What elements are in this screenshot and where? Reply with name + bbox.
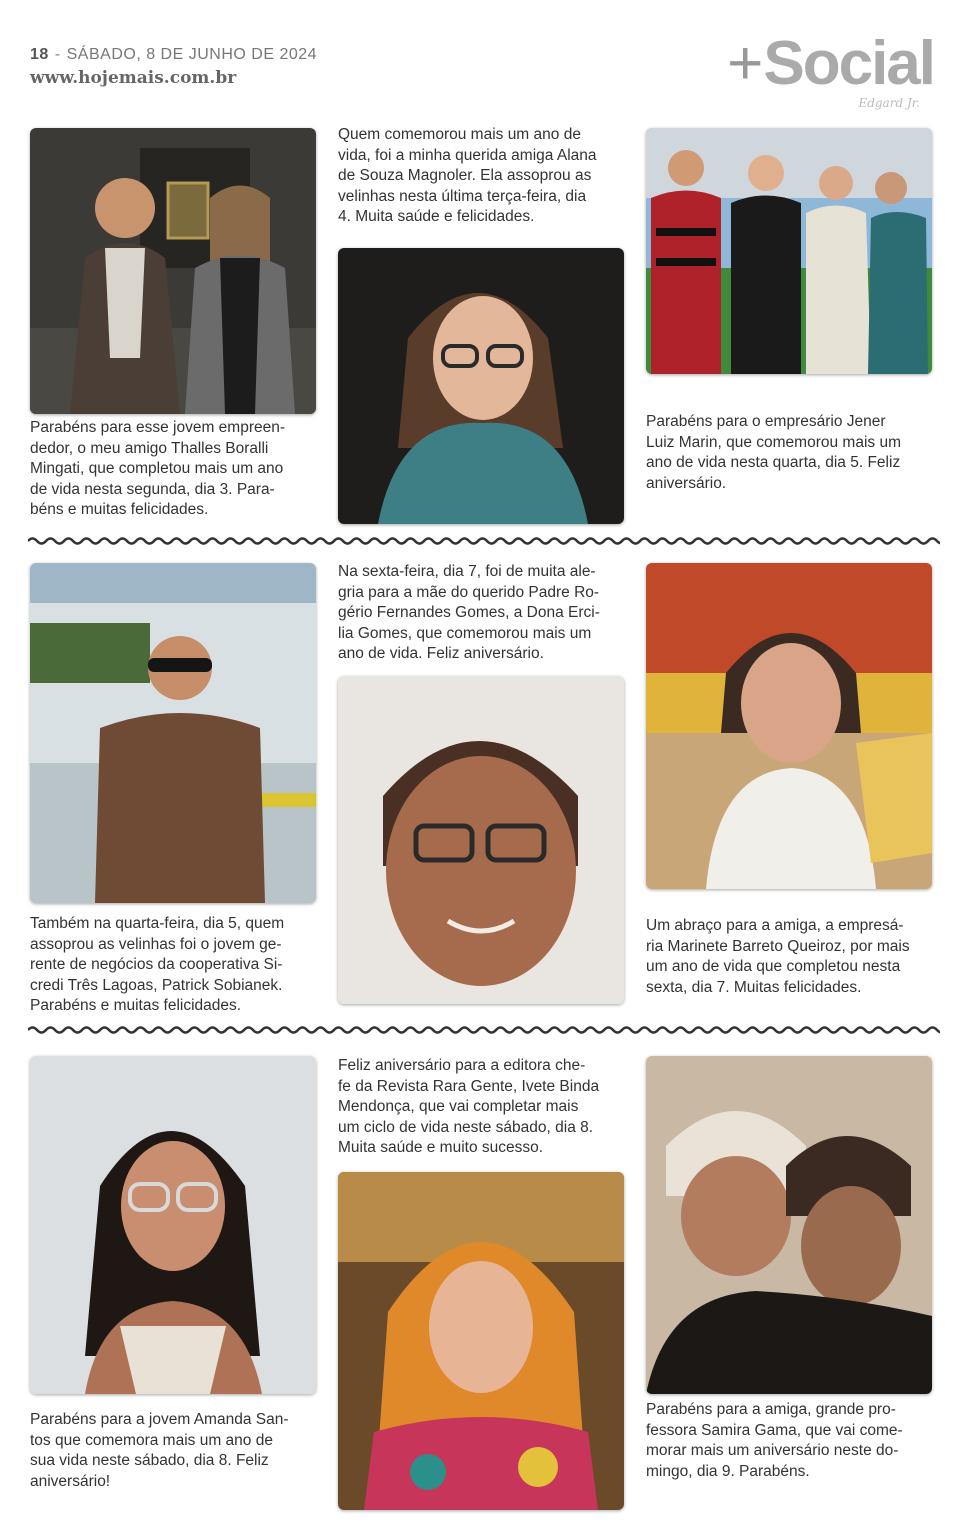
caption-samira-gama: Parabéns para a amiga, grande pro- fessora Samira Gama, que vai come- morar mais um aniversário neste do- mingo, dia 9. Parabéns. (646, 1401, 903, 1480)
elderly-woman-portrait-image (338, 676, 624, 1004)
caption-alana-magnoler: Quem comemorou mais um ano de vida, foi a minha querida amiga Alana de Souza Magnoler. Ela assoprou as velinhas nesta última terça-feira, dia 4. Muita saúde e felicidades. (338, 126, 597, 225)
caption-thalles-boralli: Parabéns para esse jovem empreen- dedor, o meu amigo Thalles Boralli Mingati, que completou mais um ano de vida nesta segunda, dia 3. Para- béns e muitas felicidades. (30, 419, 286, 518)
two-women-embrace-image (646, 1056, 932, 1394)
caption-ercilia-gomes: Na sexta-feira, dia 7, foi de muita ale- gria para a mãe do querido Padre Ro- gério Fernandes Gomes, a Dona Erci- lia Gomes, que comemorou mais um ano de vida. Feliz aniversário. (338, 563, 600, 662)
photo-samira-gama (646, 1056, 932, 1394)
section-title (727, 28, 934, 99)
photo-jener-marin (646, 128, 932, 374)
caption-marinete-queiroz: Um abraço para a amiga, a empresá- ria Marinete Barreto Queiroz, por mais um ano de vida que completou nesta sexta, dia 7. Muitas felicidades. (646, 917, 910, 996)
smiling-woman-image (646, 563, 932, 889)
section-plus: + (727, 29, 762, 98)
caption-patrick-sobianek: Também na quarta-feira, dia 5, quem assoprou as velinhas foi o jovem ge- rente de negócios da cooperativa Si- credi Três Lagoas, Patrick Sobianek. Parabéns e muitas felicidades. (30, 915, 285, 1014)
stadium-group-image (646, 128, 932, 374)
photo-marinete-queiroz (646, 563, 932, 889)
waterfall-portrait-image (30, 563, 316, 903)
photo-alana-magnoler (338, 248, 624, 524)
website-link[interactable]: www.hojemais.com.br (30, 68, 237, 88)
headscarf-woman-image (338, 1172, 624, 1510)
section-divider (28, 1023, 940, 1037)
museum-couple-image (30, 128, 316, 414)
portrait-glasses-image (338, 248, 624, 524)
page-header (0, 0, 970, 125)
photo-amanda-santos (30, 1056, 316, 1394)
section-title-text: Social (763, 29, 934, 98)
caption-ivete-mendonca: Feliz aniversário para a editora che- fe da Revista Rara Gente, Ivete Binda Mendonça, que vai completar mais um ciclo de vida neste sábado, dia 8. Muita saúde e muito sucesso. (338, 1057, 600, 1156)
columnist-signature: Edgard Jr. (858, 96, 920, 110)
photo-patrick-sobianek (30, 563, 316, 903)
caption-amanda-santos: Parabéns para a jovem Amanda San- tos que comemora mais um ano de sua vida neste sábado, dia 8. Feliz aniversário! (30, 1411, 289, 1490)
page-folio (30, 46, 317, 64)
folio-separator: - (54, 46, 61, 63)
section-divider (28, 534, 940, 548)
photo-ivete-mendonca (338, 1172, 624, 1510)
caption-jener-marin: Parabéns para o empresário Jener Luiz Marin, que comemorou mais um ano de vida nesta quarta, dia 5. Feliz aniversário. (646, 413, 901, 492)
photo-ercilia-gomes (338, 676, 624, 1004)
page-number: 18 (30, 46, 49, 63)
young-woman-portrait-image (30, 1056, 316, 1394)
photo-thalles-boralli (30, 128, 316, 414)
page-date: SÁBADO, 8 DE JUNHO DE 2024 (66, 46, 318, 63)
